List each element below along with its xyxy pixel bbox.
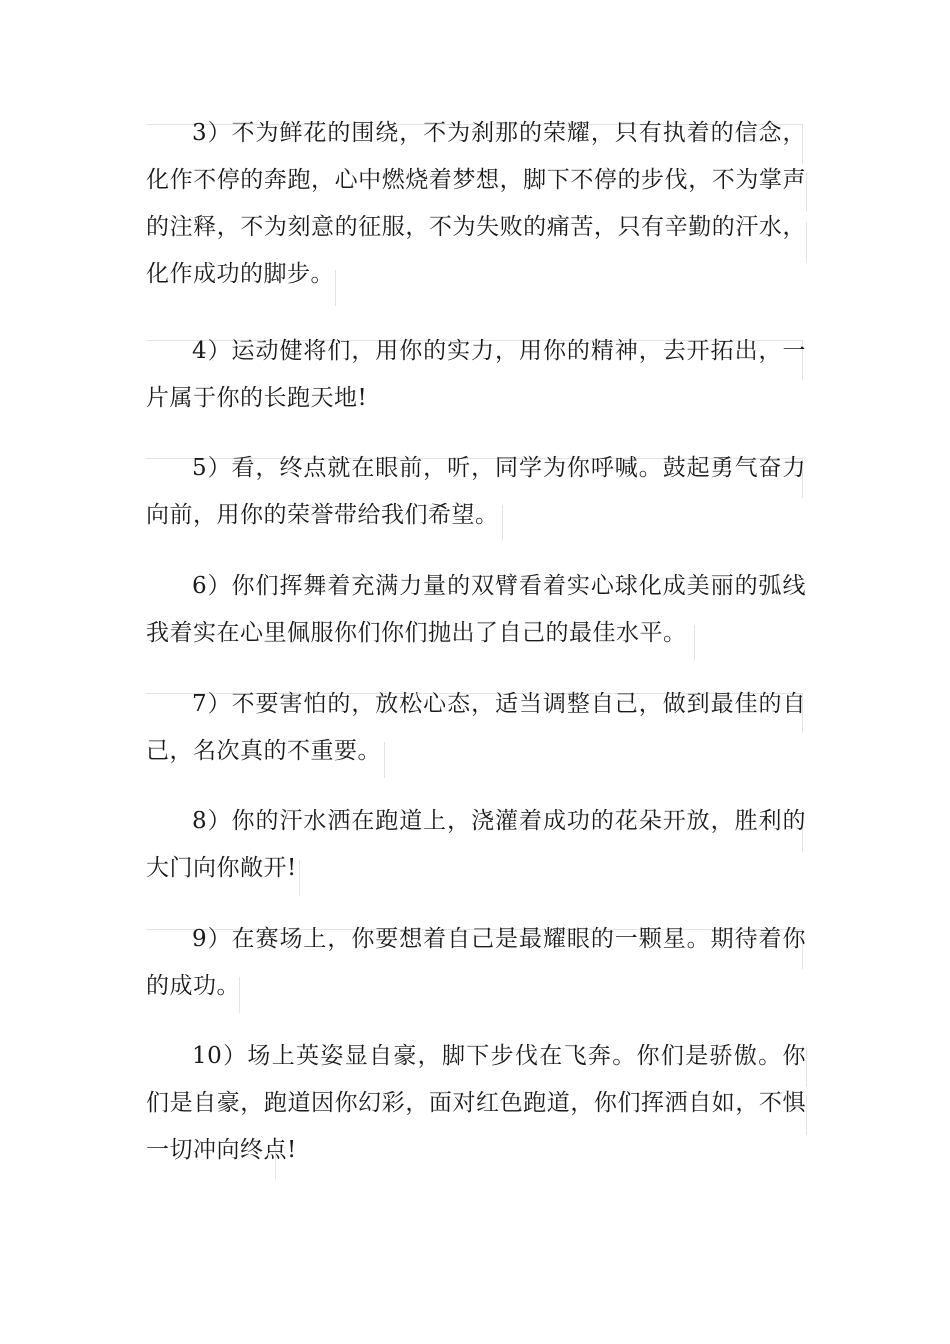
text-box-outline — [806, 172, 807, 212]
paragraph-4: 4）运动健将们，用你的实力，用你的精神，去开拓出，一片属于你的长跑天地! — [146, 338, 806, 411]
text-box-outline — [806, 222, 807, 262]
paragraph-7: 7）不要害怕的，放松心态，适当调整自己，做到最佳的自己，名次真的不重要。 — [146, 691, 806, 764]
paragraph-8: 8）你的汗水洒在跑道上，浇灌着成功的花朵开放，胜利的大门向你敞开! — [146, 808, 806, 881]
paragraph-6: 6）你们挥舞着充满力量的双臂看着实心球化成美丽的弧线我着实在心里佩服你们你们抛出了自己的最佳水平。 — [146, 573, 806, 646]
paragraph-10: 10）场上英姿显自豪，脚下步伐在飞奔。你们是骄傲。你们是自豪，跑道因你幻彩，面对红色跑道，你们挥洒自如，不惧一切冲向终点! — [146, 1043, 806, 1163]
paragraph-5: 5）看，终点就在眼前，听，同学为你呼喊。鼓起勇气奋力向前，用你的荣誉带给我们希望。 — [146, 455, 806, 528]
text-box-outline — [806, 1047, 807, 1087]
text-box-outline — [806, 1095, 807, 1135]
paragraph-9: 9）在赛场上，你要想着自己是最耀眼的一颗星。期待着你的成功。 — [146, 926, 806, 999]
paragraph-3: 3）不为鲜花的围绕，不为刹那的荣耀，只有执着的信念，化作不停的奔跑，心中燃烧着梦想，脚下不停的步伐，不为掌声的注释，不为刻意的征服，不为失败的痛苦，只有辛勤的汗水，化作成功的脚步。 — [146, 120, 806, 287]
